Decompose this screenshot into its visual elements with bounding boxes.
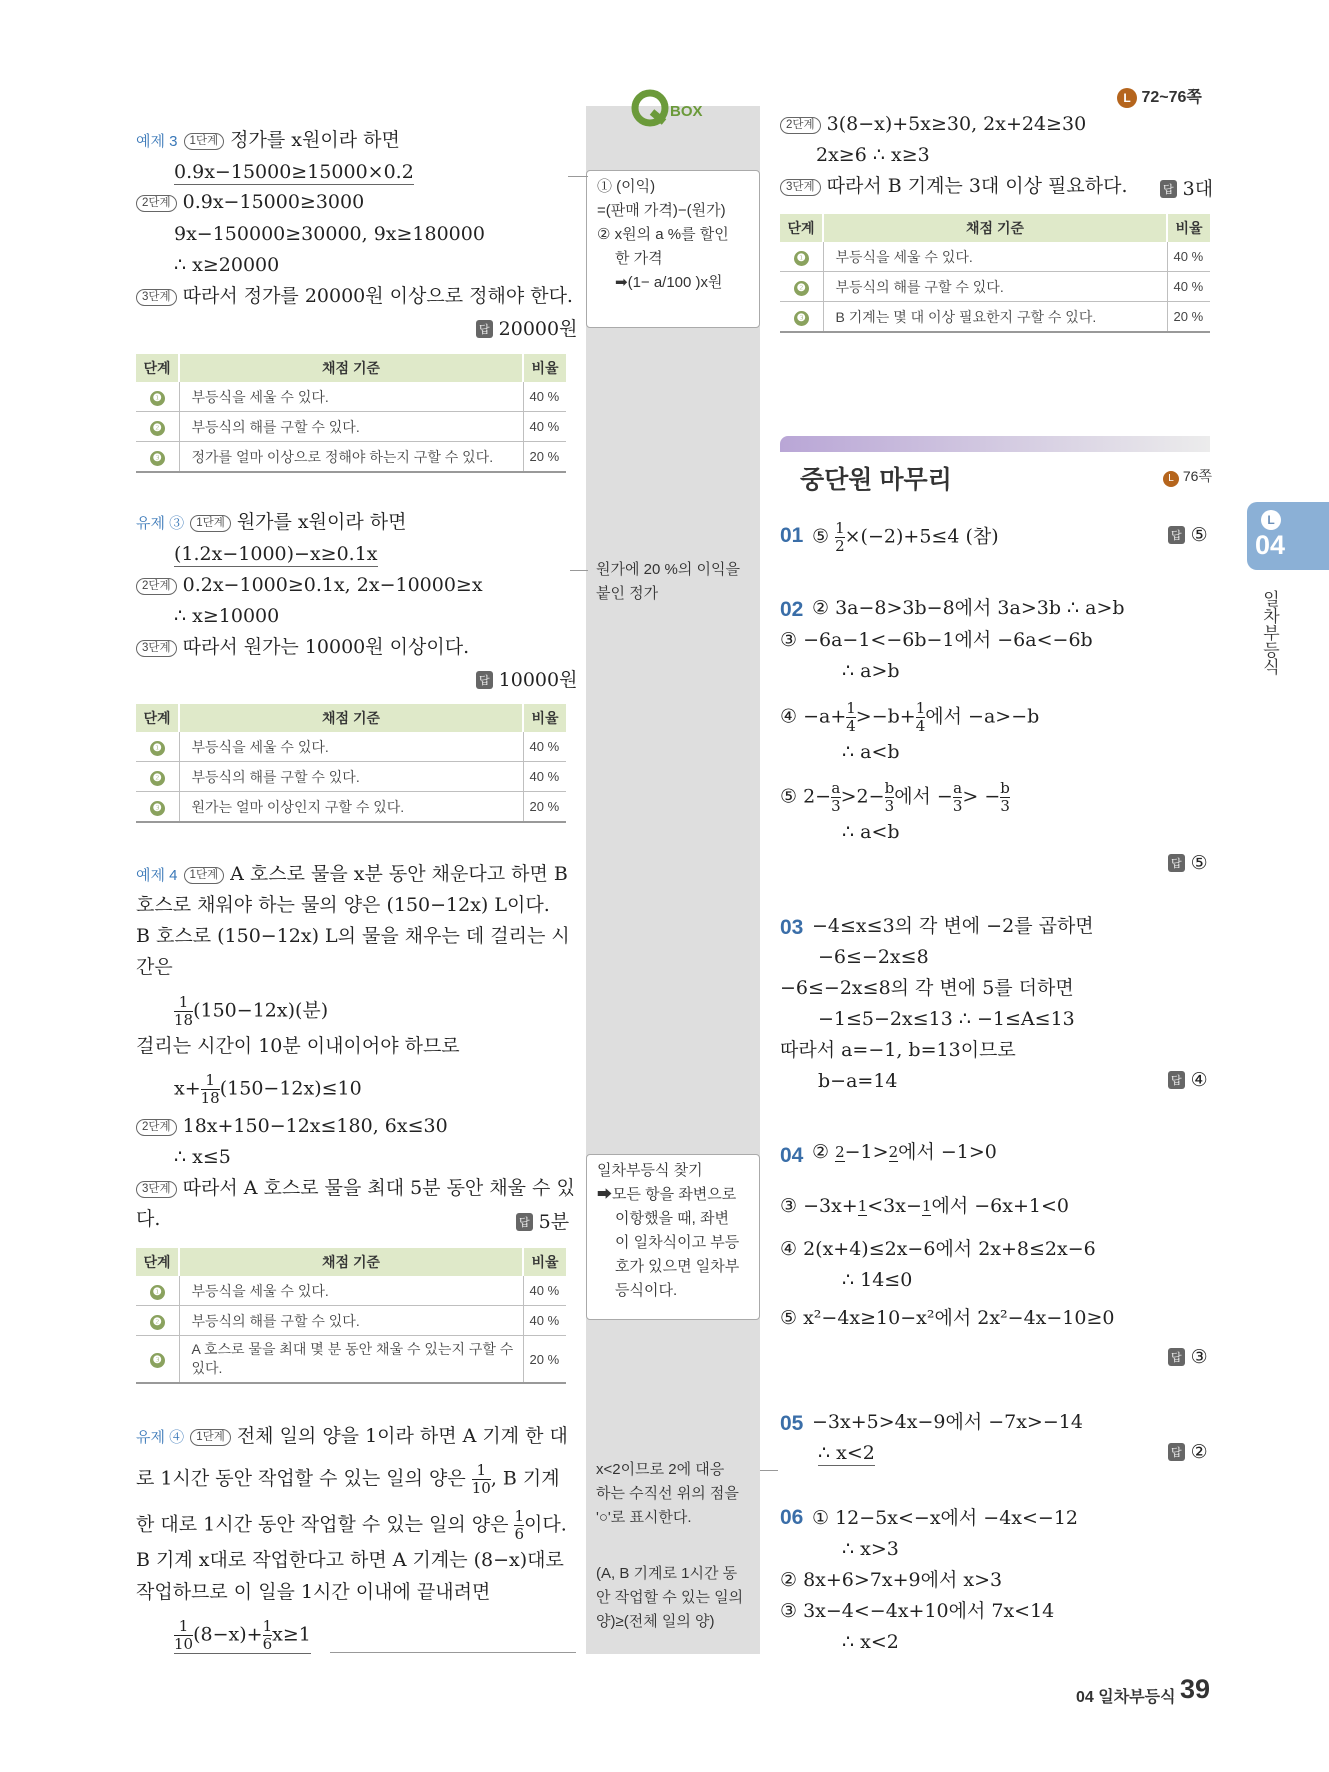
- q06-number: 06: [780, 1506, 804, 1529]
- ex3-line-1: 예제 3 1단계 정가를 x원이라 하면: [136, 129, 400, 151]
- q03-line-6: b−a=14: [818, 1070, 898, 1092]
- section-title: 중단원 마무리: [800, 466, 952, 494]
- r-top-answer: 답 3대: [1160, 174, 1213, 201]
- q06-line-4: ③ 3x−4<−4x+10에서 7x<14: [780, 1600, 1055, 1622]
- q06-line-1: ① 12−5x<−x에서 −4x<−12: [812, 1507, 1079, 1529]
- table-row: ❸ 정가를 얼마 이상으로 정해야 하는지 구할 수 있다. 20 %: [136, 442, 566, 473]
- ex4-line-5: $\frac{1}{18}$ (150−12x)(분): [174, 993, 329, 1029]
- yu4-line-2: 로 1시간 동안 작업할 수 있는 일의 양은 $\frac{1}{10}$ , B 기계: [136, 1461, 560, 1497]
- ex3-line-3: 2단계 0.9x−15000≥3000: [136, 190, 364, 214]
- yu3-line-5: 3단계 따라서 원가는 10000원 이상이다.: [136, 635, 469, 659]
- q05-answer: 답 ②: [1168, 1441, 1208, 1463]
- q06-line-5: ∴ x<2: [842, 1631, 899, 1653]
- q04-answer: 답 ③: [1168, 1346, 1208, 1368]
- lesson-badge-icon: L: [1117, 88, 1137, 108]
- yu3-line-3: 2단계 0.2x−1000≥0.1x, 2x−10000≥x: [136, 573, 483, 597]
- q04-line-2: ③ −3x+ 1 <3x− 1 에서 −6x+1<0: [780, 1195, 1069, 1217]
- yu4-line-3: 한 대로 1시간 동안 작업할 수 있는 일의 양은 $\frac{1}{6}$ 이다.: [136, 1507, 567, 1543]
- chapter-side-tab: L 04: [1247, 502, 1329, 570]
- ex3-answer: 답 20000원: [476, 314, 577, 341]
- q03-line-1: −4≤x≤3의 각 변에 −2를 곱하면: [812, 915, 1094, 937]
- table-row: ❸ B 기계는 몇 대 이상 필요한지 구할 수 있다. 20 %: [780, 302, 1210, 333]
- q03-line-5: 따라서 a=−1, b=13이므로: [780, 1039, 1016, 1061]
- grading-table-3: 단계 채점 기준 비율 ❶ 부등식을 세울 수 있다. 40 % ❷ 부등식의 해를 구할 수 있다. 40 % ❸ A 호스로 물을 최대 몇 분 동안 채울 수 있는지 구할 수 있다. 20 %: [136, 1248, 566, 1384]
- footer-chapter: 04 일차부등식: [1076, 1689, 1176, 1706]
- page-number: 39: [1180, 1674, 1211, 1704]
- grading-table-1: 단계 채점 기준 비율 ❶ 부등식을 세울 수 있다. 40 % ❷ 부등식의 해를 구할 수 있다. 40 % ❸ 정가를 얼마 이상으로 정해야 하는지 구할 수 있다. 20 %: [136, 354, 566, 473]
- q02-answer: 답 ⑤: [1168, 852, 1208, 874]
- r-top-line-3: 3단계 따라서 B 기계는 3대 이상 필요하다.: [780, 174, 1128, 198]
- q05-line-1: −3x+5>4x−9에서 −7x>−14: [812, 1411, 1083, 1433]
- ex3-line-5: ∴ x≥20000: [174, 254, 280, 276]
- qbox-note-linear: 일차부등식 찾기 ➡모든 항을 좌변으로 이항했을 때, 좌변 이 일차식이고 부등 호가 있으면 일차부 등식이다.: [586, 1154, 760, 1320]
- q02-line-6: ⑤ 2− $\frac{a}{3}$ >2− $\frac{b}{3}$ 에서 − $\frac{a}{3}$ > − $\frac{b}{3}$: [780, 779, 1010, 815]
- q02-line-3: ∴ a>b: [842, 660, 900, 682]
- connector-line-2: [570, 570, 588, 571]
- q04-number: 04: [780, 1144, 804, 1167]
- q02-line-4: ④ −a+ $\frac{1}{4}$ >−b+ $\frac{1}{4}$ 에서 −a>−b: [780, 699, 1040, 735]
- section-page-ref: L 76쪽: [1163, 466, 1212, 487]
- connector-line-3: [760, 1470, 778, 1471]
- table-row: ❸ 원가는 얼마 이상인지 구할 수 있다. 20 %: [136, 792, 566, 823]
- table-row: ❶ 부등식을 세울 수 있다. 40 %: [136, 1276, 566, 1306]
- q06-line-3: ② 8x+6>7x+9에서 x>3: [780, 1569, 1003, 1591]
- section-title-bar: [780, 436, 1210, 452]
- q02-line-2: ③ −6a−1<−6b−1에서 −6a<−6b: [780, 629, 1093, 651]
- chapter-side-label: 일차부등식: [1260, 590, 1279, 675]
- ex4-line-9: ∴ x≤5: [174, 1146, 231, 1168]
- ex4-line-6: 걸리는 시간이 10분 이내이어야 하므로: [136, 1035, 460, 1057]
- ex4-line-10: 3단계 따라서 A 호스로 물을 최대 5분 동안 채울 수 있: [136, 1176, 575, 1200]
- connector-line-1: [568, 176, 588, 177]
- q03-line-3: −6≤−2x≤8의 각 변에 5를 더하면: [780, 977, 1074, 999]
- page-range-ref: L 72~76쪽: [1117, 84, 1202, 108]
- table-row: ❷ 부등식의 해를 구할 수 있다. 40 %: [780, 272, 1210, 302]
- q04-line-4: ∴ 14≤0: [842, 1269, 913, 1291]
- q01-line: ⑤ $\frac{1}{2}$ ×(−2)+5≤4 (참): [812, 519, 999, 555]
- lesson-badge-icon: L: [1261, 510, 1281, 530]
- q06-line-2: ∴ x>3: [842, 1538, 899, 1560]
- ex4-answer: 답 5분: [516, 1207, 569, 1234]
- table-row: ❶ 부등식을 세울 수 있다. 40 %: [136, 732, 566, 762]
- q02-line-5: ∴ a<b: [842, 741, 900, 763]
- q04-line-5: ⑤ x²−4x≥10−x²에서 2x²−4x−10≥0: [780, 1307, 1115, 1329]
- q05-number: 05: [780, 1412, 804, 1435]
- r-top-line-2: 2x≥6 ∴ x≥3: [816, 144, 930, 166]
- yu3-line-2: (1.2x−1000)−x≥0.1x: [174, 543, 378, 565]
- q01-answer: 답 ⑤: [1168, 524, 1208, 546]
- yu3-answer: 답 10000원: [476, 665, 577, 692]
- qbox-note-profit: ① (이익) =(판매 가격)−(원가) ② x원의 a %를 할인 한 가격 ➡(1− a/100 )x원: [586, 170, 760, 328]
- ex4-line-1: 예제 4 1단계 A 호스로 물을 x분 동안 채운다고 하면 B: [136, 863, 568, 885]
- qbox-note-numberline: x<2이므로 2에 대응 하는 수직선 위의 점을 '○'로 표시한다.: [596, 1461, 739, 1526]
- q04-line-1: ② 2 −1> 2 에서 −1>0: [812, 1141, 997, 1163]
- q03-answer: 답 ④: [1168, 1069, 1208, 1091]
- q03-line-4: −1≤5−2x≤13 ∴ −1≤A≤13: [818, 1008, 1075, 1030]
- q03-number: 03: [780, 916, 804, 939]
- q02-line-7: ∴ a<b: [842, 821, 900, 843]
- r-top-line-1: 2단계 3(8−x)+5x≥30, 2x+24≥30: [780, 112, 1086, 136]
- ex3-line-2: 0.9x−15000≥15000×0.2: [174, 161, 414, 183]
- qbox-note-work: (A, B 기계로 1시간 동 안 작업할 수 있는 일의 양)≥(전체 일의 양): [596, 1565, 744, 1630]
- q02-line-1: ② 3a−8>3b−8에서 3a>3b ∴ a>b: [812, 597, 1125, 619]
- ex4-line-8: 2단계 18x+150−12x≤180, 6x≤30: [136, 1114, 448, 1138]
- yu3-line-4: ∴ x≥10000: [174, 605, 280, 627]
- q02-number: 02: [780, 598, 804, 621]
- qbox-column: [586, 106, 760, 1654]
- grading-table-4: 단계 채점 기준 비율 ❶ 부등식을 세울 수 있다. 40 % ❷ 부등식의 해를 구할 수 있다. 40 % ❸ B 기계는 몇 대 이상 필요한지 구할 수 있다. 20 %: [780, 214, 1210, 333]
- table-row: ❶ 부등식을 세울 수 있다. 40 %: [136, 382, 566, 412]
- lesson-badge-icon: L: [1163, 471, 1179, 487]
- yu4-line-4: B 기계 x대로 작업한다고 하면 A 기계는 (8−x)대로: [136, 1549, 564, 1571]
- yu4-line-6: $\frac{1}{10}$ (8−x)+ $\frac{1}{6}$ x≥1: [174, 1617, 311, 1653]
- table-row: ❸ A 호스로 물을 최대 몇 분 동안 채울 수 있는지 구할 수 있다. 20 %: [136, 1336, 566, 1384]
- q01-number: 01: [780, 524, 804, 547]
- table-row: ❷ 부등식의 해를 구할 수 있다. 40 %: [136, 412, 566, 442]
- ex3-line-4: 9x−150000≥30000, 9x≥180000: [174, 223, 485, 245]
- qbox-note-markup: 원가에 20 %의 이익을 붙인 정가: [596, 561, 740, 602]
- ex4-line-2: 호스로 채워야 하는 물의 양은 (150−12x) L이다.: [136, 894, 550, 916]
- ex4-line-11: 다.: [136, 1208, 161, 1230]
- ex4-line-4: 간은: [136, 956, 173, 978]
- yu3-line-1: 유제 ③ 1단계 원가를 x원이라 하면: [136, 511, 407, 533]
- q04-line-3: ④ 2(x+4)≤2x−6에서 2x+8≤2x−6: [780, 1238, 1096, 1260]
- table-row: ❶ 부등식을 세울 수 있다. 40 %: [780, 242, 1210, 272]
- ex4-line-7: x+ $\frac{1}{18}$ (150−12x)≤10: [174, 1071, 362, 1107]
- table-row: ❷ 부등식의 해를 구할 수 있다. 40 %: [136, 1306, 566, 1336]
- ex4-line-3: B 호스로 (150−12x) L의 물을 채우는 데 걸리는 시: [136, 925, 570, 947]
- ex3-line-6: 3단계 따라서 정가를 20000원 이상으로 정해야 한다.: [136, 284, 573, 308]
- yu4-line-5: 작업하므로 이 일을 1시간 이내에 끝내려면: [136, 1581, 491, 1603]
- grading-table-2: 단계 채점 기준 비율 ❶ 부등식을 세울 수 있다. 40 % ❷ 부등식의 해를 구할 수 있다. 40 % ❸ 원가는 얼마 이상인지 구할 수 있다. 20 %: [136, 704, 566, 823]
- q03-line-2: −6≤−2x≤8: [818, 946, 929, 968]
- q05-line-2: ∴ x<2: [818, 1442, 875, 1464]
- table-row: ❷ 부등식의 해를 구할 수 있다. 40 %: [136, 762, 566, 792]
- yu4-line-1: 유제 ④ 1단계 전체 일의 양을 1이라 하면 A 기계 한 대: [136, 1425, 568, 1447]
- connector-line-4: [330, 1652, 576, 1653]
